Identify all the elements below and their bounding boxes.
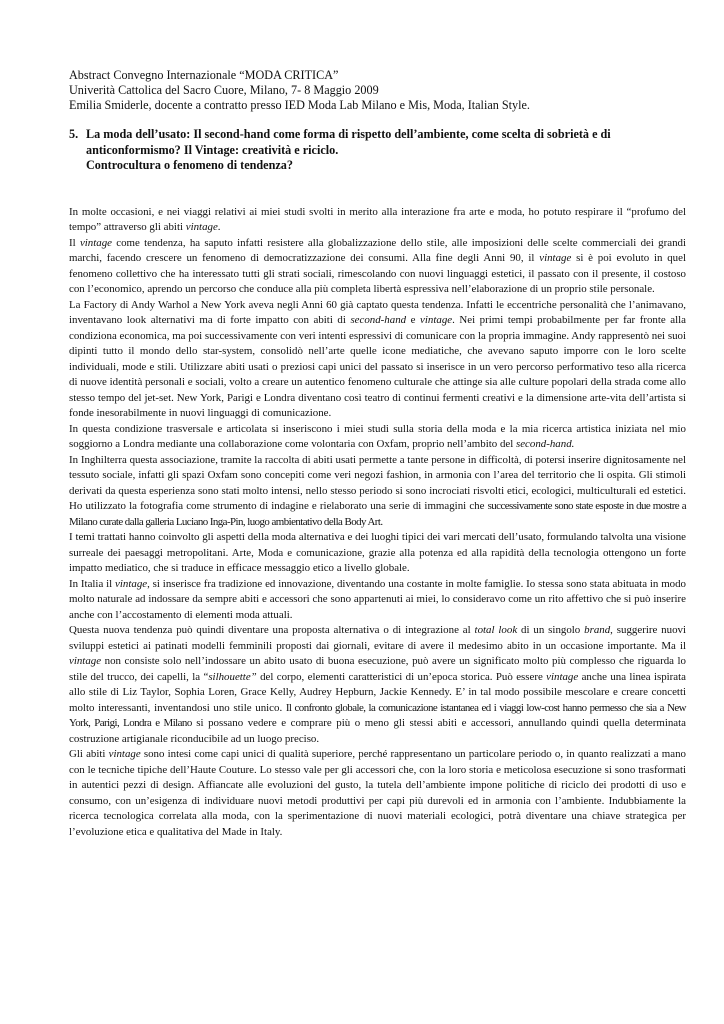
italic-term: vintage (69, 655, 102, 667)
italic-term: vintage (539, 252, 572, 264)
text-run: anche una linea ispirata allo stile di Liz Taylor, Sophia Loren, Grace Kelly, Audrey Hepburn, Jackie Kennedy. E’ in tal modo possibile mescolare e creare concetti molto interessanti, inventandosi uno stile unico. (69, 670, 687, 714)
condensed-text-run: successivamente sono state esposte in due mostre a Milano curate dalla galleria Luciano Inga-Pin, luogo ambientativo della Body Art. (69, 500, 686, 528)
paragraph-9 (69, 747, 686, 840)
text-run: . Nei primi tempi probabilmente per far fronte alla condiziona economica, ma poi successivamente con veri intenti espressivi di comunicare con la propria immagine. Andy rappresentò nei suoi dipinti tutto il mondo dello star-system, consolidò nell’arte quelle icone mediatiche, che avevano saputo imporre con le loro scelte individuali, mode e stili. Utilizzare abiti usati o preziosi capi unici del passato si inserisce in un vero percorso performativo teso alla ricerca di nuove identità personali e sociali, volto a creare un autentico fenomeno culturale che attinge sia alle culture popolari della strada come allo stesso tempo del jet-set. New York, Parigi e Londra diventano così teatro di continui fermenti creativi e la dimensione arte-vita dell’artista si fonde inesorabilmente in nuovi linguaggi di comunicazione. (69, 314, 687, 419)
paragraph-4 (69, 422, 686, 453)
text-run: , suggerire nuovi sviluppi estetici ai patinati modelli femminili proposti dai giornali, evitare di avere il medesimo abito in un occasione importante. Ma il (69, 624, 686, 652)
paragraph-8 (69, 623, 686, 747)
section-heading (69, 127, 686, 174)
section-title-line-2: anticonformismo? Il Vintage: creatività e riciclo. (86, 142, 339, 157)
text-run: Il (69, 236, 80, 249)
section-number: 5. (69, 127, 79, 141)
section-title-line-1: La moda dell’usato: Il second-hand come forma di rispetto dell’ambiente, come scelta di sobrietà e di (86, 127, 611, 141)
italic-term: vintage (546, 670, 579, 683)
paragraph-1 (69, 205, 686, 236)
paragraph-5 (69, 453, 686, 531)
text-run: Questa nuova tendenza può quindi diventare una proposta alternativa o di integrazione al (69, 624, 475, 636)
text-run: In Italia il (69, 577, 116, 590)
italic-term: vintage (79, 236, 112, 249)
text-run: di un singolo (517, 624, 585, 636)
text-run: Gli abiti (69, 748, 109, 760)
italic-term: brand (584, 624, 611, 636)
italic-term: total look (474, 624, 518, 636)
italic-term: vintage (115, 577, 148, 590)
document-header (69, 68, 686, 113)
text-run: non consiste solo nell’indossare un abito usato di buona esecuzione, può avere un significato molto più complesso che riguarda lo stile del trucco, dei capelli, la “ (69, 655, 686, 683)
text-run: del corpo, elementi caratteristici di un’epoca storica. Può essere (256, 670, 547, 683)
article-body (69, 205, 686, 841)
text-run: come tendenza, ha saputo infatti resistere alla globalizzazione dello stile, alle imposizioni delle scelte commerciali dei grandi marchi, facendo crescere un fenomeno di democratizzazione dei consumi. Alla fine degli Anni 90, il (69, 236, 686, 264)
text-run: La Factory di Andy Warhol a New York aveva negli Anni 60 già captato questa tendenza. Infatti le eccentriche personalità che l’animavano, inventavano look alternativi ma di forte impatto con abiti di (69, 298, 686, 326)
text-run: In Inghilterra questa associazione, tramite la raccolta di abiti usati permette a tante persone in difficoltà, di potersi inserire dignitosamente nel tessuto sociale, infatti gli spazi Oxfam sono concepiti come veri negozi fashion, in armonia con l’area del territorio che li ospita. Gli stimoli derivati da questa esperienza sono stati molto intensi, nello stesso periodo si sono incrociati risvolti etici, ecologici, multiculturali ed estetici. Ho utilizzato la fotografia come strumento di indagine e rielaborato una serie di immagini che (69, 453, 686, 512)
paragraph-7 (69, 577, 686, 624)
condensed-text-run: Il confronto globale, la comunicazione istantanea ed i viaggi low-cost hanno permesso che sia a New York, Parigi, Londra e Milano (69, 701, 686, 729)
text-run: si possano vedere e comprare più o meno gli stessi abiti e accessori, annullando quindi quella determinata costruzione artigianale riconducibile ad un luogo preciso. (69, 717, 686, 745)
text-run: . (217, 221, 221, 233)
paragraph-3 (69, 298, 686, 422)
document-page (69, 68, 686, 840)
text-run: , si inserisce fra tradizione ed innovazione, diventando una costante in molte famiglie. Io stessa sono stata abituata in modo molto naturale ad indossare da sempre abiti e accessori che sono appartenuti ai miei, lo consideravo come un rito affettivo che si può inserire anche con l’accostamento di elementi moda attuali. (69, 577, 686, 621)
text-run: sono intesi come capi unici di qualità superiore, perché rappresentano un particolare periodo o, in quanto realizzati a mano con le tecniche tipiche dell’Haute Couture. Lo stesso vale per gli accessori che, con la loro storia e meticolosa esecuzione si sono trasformati in autentici pezzi di design. Affiancate alle evoluzioni del gusto, la tutela dell’ambiente impone politiche di riciclo dei prodotti di uso e consumo, con un’esigenza di individuare nuovi metodi produttivi per capi più durevoli ed in armonia con l’ambiente. Indubbiamente la ricerca tecnologica correlata alla moda, con la sperimentazione di nuovi materiali ecologici, potrà diventare una chiave strategica per l’evoluzione etica e qualitativa del Made in Italy. (69, 748, 686, 838)
conference-title: Abstract Convegno Internazionale “MODA CRITICA” (69, 68, 339, 82)
italic-term: vintage (420, 314, 453, 326)
text-run: In questa condizione trasversale e articolata si inseriscono i miei studi sulla storia della moda e la mia ricerca artistica iniziata nel mio soggiorno a Londra mediante una collaborazione come volontaria con Oxfam, proprio nell’ambito del (69, 422, 686, 450)
text-run: e (406, 314, 421, 326)
paragraph-2 (69, 236, 686, 298)
paragraph-6: I temi trattati hanno coinvolto gli aspetti della moda alternativa e dei luoghi tipici dei vari mercati dell’usato, formulando talvolta una visione surreale dei paesaggi metropolitani. Arte, Moda e comunicazione, grazie alla potenza ed alla rapidità della tecnologia ottengono un forte impatto mediatico, che si traduce in efficace messaggio etico a livello globale. (69, 531, 686, 574)
section-title-line-3: Controcultura o fenomeno di tendenza? (86, 158, 293, 172)
italic-term: second-hand (350, 314, 407, 326)
text-run: si è poi evoluto in quel fenomeno collettivo che ha interessato tutti gli strati sociali, rimescolando con nuovi linguaggi estetici, il passato con il presente, il costoso con l’economico, aprendo un percorso che conduce alla più completa libertà espressiva nell’elaborazione di un proprio stile personale. (69, 252, 686, 295)
venue-date: Univerità Cattolica del Sacro Cuore, Milano, 7- 8 Maggio 2009 (69, 83, 379, 97)
italic-term: vintage (185, 221, 218, 233)
text-run: In molte occasioni, e nei viaggi relativi ai miei studi svolti in merito alla interazione fra arte e moda, ho potuto respirare il “profumo del tempo” attraverso gli abiti (69, 205, 686, 233)
italic-term: silhouette” (208, 670, 257, 683)
author-line: Emilia Smiderle, docente a contratto presso IED Moda Lab Milano e Mis, Moda, Italian Style. (69, 98, 530, 112)
italic-term: second-hand. (515, 438, 575, 450)
italic-term: vintage (108, 748, 141, 760)
